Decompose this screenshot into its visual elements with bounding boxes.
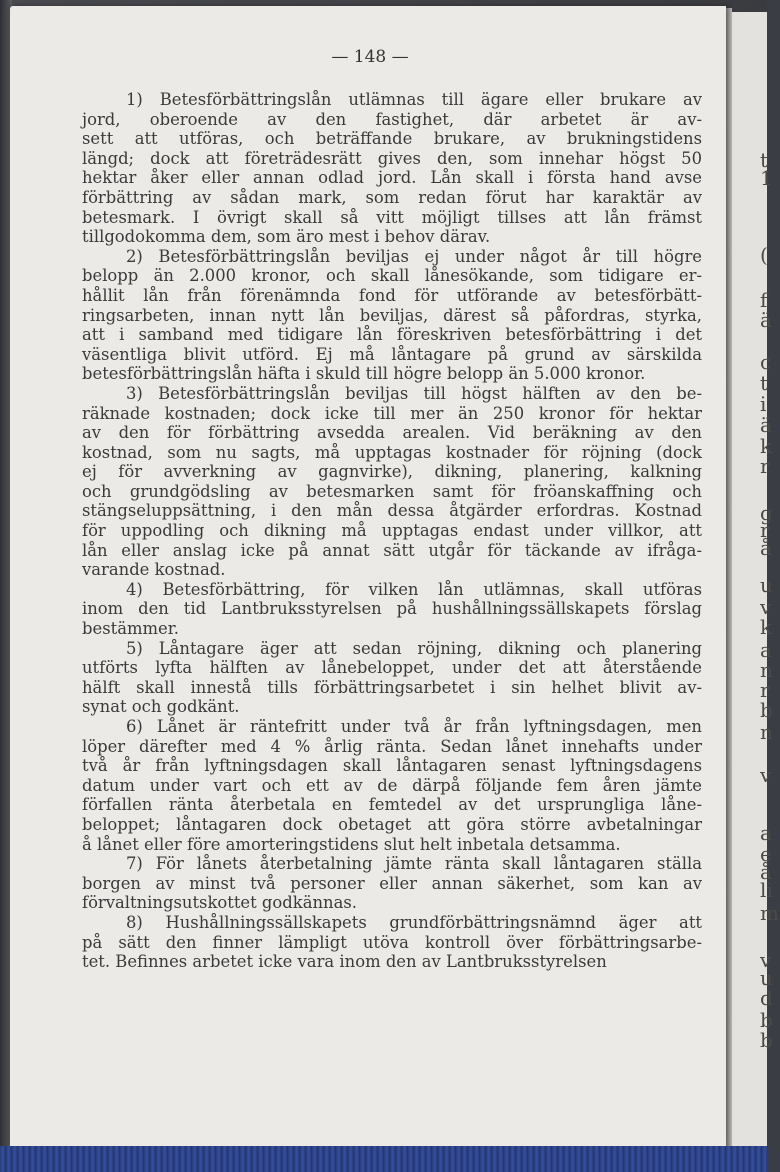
next-page-letter: d (760, 986, 773, 1010)
text-line: inom den tid Lantbruksstyrelsen på hushållningssällskapets förslag (82, 599, 702, 619)
paragraph (82, 247, 702, 384)
next-page-letter: 1 (760, 166, 773, 190)
next-page-letter: n (760, 658, 773, 682)
text-line: förbättring av sådan mark, som redan förut har karaktär av (82, 187, 702, 207)
paragraph (82, 639, 702, 717)
next-page-letter: t (760, 148, 769, 172)
next-page-letter: f (760, 288, 768, 312)
text-line: väsentliga blivit utförd. Ej må låntagare på grund av särskilda (82, 344, 702, 364)
next-page-letter: r (760, 454, 770, 478)
text-line: jord, oberoende av den fastighet, där arbetet är av- (82, 109, 702, 129)
text-line: synat och godkänt. (82, 697, 240, 717)
text-line: belopp än 2.000 kronor, och skall lånesökande, som tidigare er- (82, 266, 702, 286)
next-page-letter: m (760, 901, 779, 925)
next-page-letter: b (760, 698, 773, 722)
text-line: tillgodokomma dem, som äro mest i behov därav. (82, 227, 491, 247)
next-page-letter: a (760, 821, 772, 845)
text-line: 1) Betesförbättringslån utlämnas till ägare eller brukare av (126, 90, 702, 109)
text-line: tet. Befinnes arbetet icke vara inom den av Lantbruksstyrelsen (82, 952, 607, 972)
text-line: borgen av minst två personer eller annan säkerhet, som kan av (82, 873, 702, 893)
text-line: förfallen ränta återbetala en femtedel av det ursprungliga låne- (82, 795, 702, 815)
paragraph (82, 854, 702, 913)
scanner-bottom-band (0, 1146, 767, 1172)
text-line: två år från lyftningsdagen skall låntagaren senast lyftningsdagens (82, 756, 702, 776)
text-line: betesförbättringslån häfta i skuld till högre belopp än 5.000 kronor. (82, 364, 646, 384)
text-line: beloppet; låntagaren dock obetaget att göra större avbetalningar (82, 814, 702, 834)
text-line: räknade kostnaden; dock icke till mer än 250 kronor för hektar (82, 403, 702, 423)
next-page-letter: v (760, 948, 772, 972)
next-page-letter: b (760, 1008, 773, 1032)
next-page-letter: u (760, 966, 773, 990)
paragraph (82, 913, 702, 972)
text-line: å lånet eller före amorteringstidens slut helt inbetala detsamma. (82, 834, 621, 854)
next-page-letter: r (760, 518, 770, 542)
next-page-letter: e (760, 842, 772, 866)
text-line: på sätt den finner lämpligt utöva kontroll över förbättringsarbe- (82, 932, 702, 952)
text-line: hektar åker eller annan odlad jord. Lån skall i första hand avse (82, 168, 702, 188)
text-line: bestämmer. (82, 619, 179, 639)
text-line: 8) Hushållningssällskapets grundförbättringsnämnd äger att (126, 912, 702, 932)
text-line: och grundgödsling av betesmarken samt för fröanskaffning och (82, 481, 702, 501)
text-line: lån eller anslag icke på annat sätt utgår för täckande av ifråga- (82, 540, 702, 560)
paragraph (82, 717, 702, 854)
next-page-letter: i (760, 392, 767, 416)
next-page-letter: ä (760, 308, 772, 332)
page-body-text (82, 90, 702, 972)
text-line: stängseluppsättning, i den mån dessa åtgärder erfordras. Kostnad (82, 501, 702, 521)
text-line: av den för förbättring avsedda arealen. Vid beräkning av den (82, 423, 702, 443)
next-page-letter: v (760, 595, 772, 619)
paragraph (82, 90, 702, 247)
next-page-letter: u (760, 573, 773, 597)
text-line: längd; dock att företrädesrätt gives den, som innehar högst 50 (82, 148, 702, 168)
text-line: 2) Betesförbättringslån beviljas ej under något år till högre (126, 246, 702, 266)
next-page-letter: k (760, 615, 773, 639)
page-number: — 148 — (331, 47, 409, 67)
text-line: 5) Låntagare äger att sedan röjning, dikning och planering (126, 638, 702, 658)
text-line: varande kostnad. (82, 560, 226, 580)
text-line: datum under vart och ett av de därpå följande fem åren jämte (82, 775, 702, 795)
text-line: betesmark. I övrigt skall så vitt möjligt tillses att lån främst (82, 207, 702, 227)
next-page-edge (728, 12, 779, 1152)
paragraph (82, 384, 702, 580)
next-page-letter: t (760, 371, 769, 395)
text-line: kostnad, som nu sagts, må upptagas kostnader för röjning (dock (82, 442, 702, 462)
text-line: sett att utföras, och beträffande brukare, av brukningstidens (82, 129, 702, 149)
next-page-letter: a (760, 638, 772, 662)
paragraph (82, 580, 702, 639)
text-line: 4) Betesförbättring, för vilken lån utlämnas, skall utföras (126, 579, 702, 599)
text-line: förvaltningsutskottet godkännas. (82, 893, 357, 913)
text-line: ringsarbeten, innan nytt lån beviljas, därest så påfordras, styrka, (82, 305, 702, 325)
text-line: att i samband med tidigare lån föreskriven betesförbättring i det (82, 325, 702, 345)
next-page-letter: c (760, 350, 772, 374)
next-page-letter: n (760, 720, 773, 744)
text-line: ej för avverkning av gagnvirke), dikning, planering, kalkning (82, 462, 702, 482)
text-line: 7) För lånets återbetalning jämte ränta skall låntagaren ställa (126, 854, 702, 874)
text-line: 6) Lånet är räntefritt under två år från lyftningsdagen, men (126, 717, 702, 736)
text-line: hälft skall innestå tills förbättringsarbetet i sin helhet blivit av- (82, 677, 702, 697)
next-page-letter: li (760, 878, 773, 902)
text-line: hållit lån från förenämnda fond för utförande av betesförbätt- (82, 285, 702, 305)
text-line: utförts lyfta hälften av lånebeloppet, under det att återstående (82, 658, 702, 678)
next-page-letter: b (760, 1028, 773, 1052)
text-line: löper därefter med 4 % årlig ränta. Sedan lånet innehafts under (82, 736, 702, 756)
next-page-letter: ( (760, 243, 768, 267)
text-line: för uppodling och dikning må upptagas endast under villkor, att (82, 521, 702, 541)
next-page-letter: g (760, 501, 773, 525)
next-page-letter: k (760, 434, 773, 458)
next-page-letter: r (760, 678, 770, 702)
next-page-letter: ä (760, 413, 772, 437)
next-page-letter: v (760, 763, 772, 787)
next-page-letter: å (760, 536, 772, 560)
text-line: 3) Betesförbättringslån beviljas till högst hälften av den be- (126, 383, 702, 403)
next-page-letter: å (760, 860, 772, 884)
